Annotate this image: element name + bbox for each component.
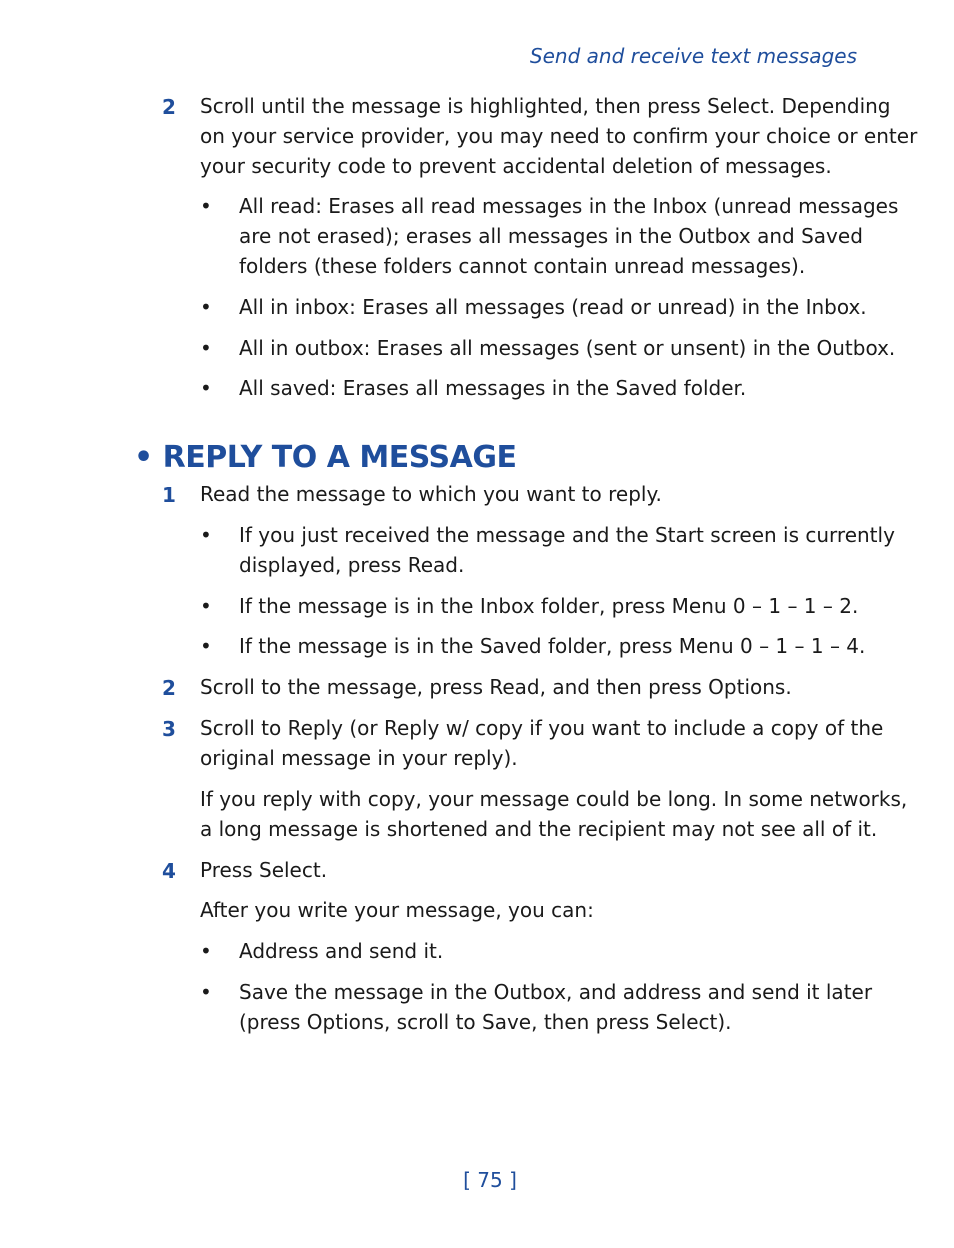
step-text: Press Select. xyxy=(200,858,328,882)
bullet-glyph: • xyxy=(200,376,212,400)
bullet-text: All in outbox: Erases all messages (sent or unsent) in the Outbox. xyxy=(239,336,896,360)
text-line: If you reply with copy, your message could be long. In some networks, xyxy=(200,787,908,811)
bullet-glyph: • xyxy=(200,980,212,1004)
bullet-glyph: • xyxy=(200,939,212,963)
text-line: Save the message in the Outbox, and address and send it later xyxy=(239,980,873,1004)
note-text xyxy=(200,784,907,844)
step-number: 1 xyxy=(162,483,176,507)
step-text xyxy=(200,713,883,773)
text-line: Scroll until the message is highlighted, then press Select. Depending xyxy=(200,94,891,118)
bullet-glyph: • xyxy=(200,336,212,360)
text-line: on your service provider, you may need to confirm your choice or enter xyxy=(200,124,918,148)
step-number: 4 xyxy=(162,859,176,883)
text-line: (press Options, scroll to Save, then press Select). xyxy=(239,1010,732,1034)
step-text: Scroll to the message, press Read, and then press Options. xyxy=(200,675,792,699)
text-line: Scroll to Reply (or Reply w/ copy if you want to include a copy of the xyxy=(200,716,884,740)
bullet-text xyxy=(239,191,898,281)
step-text: Read the message to which you want to reply. xyxy=(200,482,662,506)
text-line: folders (these folders cannot contain unread messages). xyxy=(239,254,806,278)
step-number: 3 xyxy=(162,717,176,741)
page-number: [ 75 ] xyxy=(463,1168,517,1192)
bullet-glyph: • xyxy=(200,523,212,547)
step-number: 2 xyxy=(162,676,176,700)
running-header: Send and receive text messages xyxy=(529,44,857,68)
bullet-text: All in inbox: Erases all messages (read or unread) in the Inbox. xyxy=(239,295,867,319)
bullet-glyph: • xyxy=(200,194,212,218)
text-line: displayed, press Read. xyxy=(239,553,465,577)
bullet-text: Address and send it. xyxy=(239,939,444,963)
bullet-text: If the message is in the Inbox folder, press Menu 0 – 1 – 1 – 2. xyxy=(239,594,859,618)
text-line: original message in your reply). xyxy=(200,746,518,770)
step-text xyxy=(200,91,917,181)
bullet-glyph: • xyxy=(200,295,212,319)
section-title: • REPLY TO A MESSAGE xyxy=(134,440,517,475)
note-text: After you write your message, you can: xyxy=(200,898,594,922)
text-line: All read: Erases all read messages in the Inbox (unread messages xyxy=(239,194,899,218)
bullet-text xyxy=(239,977,872,1037)
text-line: are not erased); erases all messages in the Outbox and Saved xyxy=(239,224,863,248)
text-line: your security code to prevent accidental deletion of messages. xyxy=(200,154,832,178)
text-line: If you just received the message and the Start screen is currently xyxy=(239,523,895,547)
text-line: a long message is shortened and the recipient may not see all of it. xyxy=(200,817,878,841)
bullet-glyph: • xyxy=(200,634,212,658)
step-number: 2 xyxy=(162,95,176,119)
bullet-text xyxy=(239,520,895,580)
bullet-text: If the message is in the Saved folder, press Menu 0 – 1 – 1 – 4. xyxy=(239,634,866,658)
bullet-glyph: • xyxy=(200,594,212,618)
bullet-text: All saved: Erases all messages in the Saved folder. xyxy=(239,376,747,400)
